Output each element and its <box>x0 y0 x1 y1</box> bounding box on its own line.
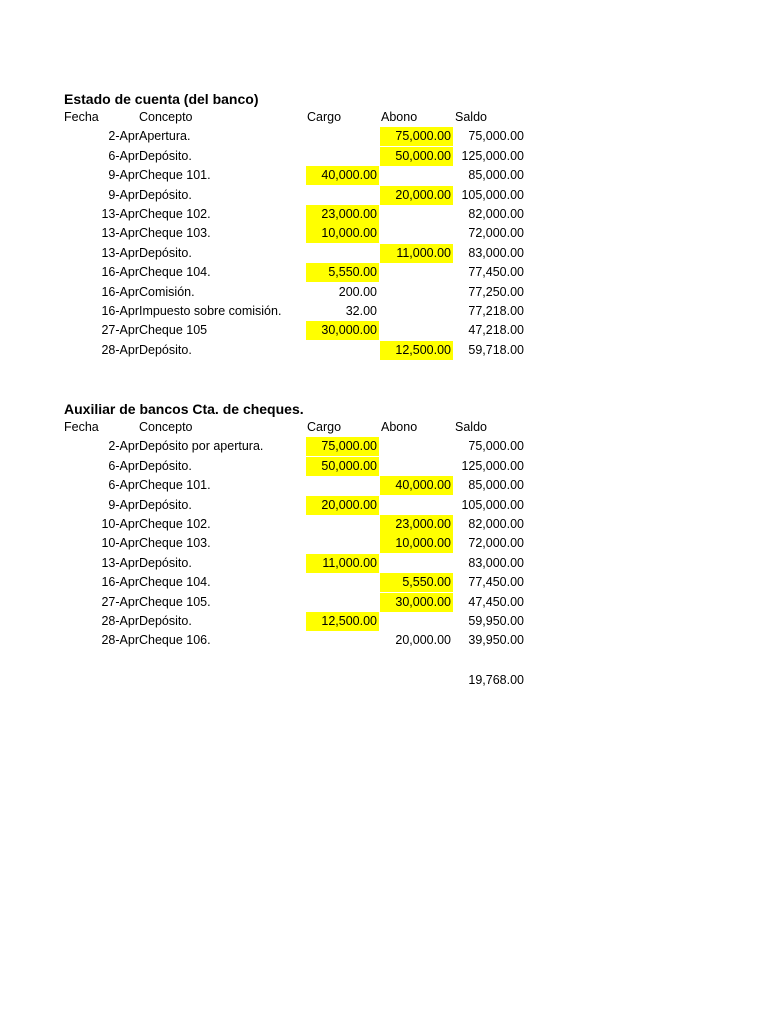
cell-abono <box>380 166 453 185</box>
cell-saldo: 59,718.00 <box>468 342 524 357</box>
cell-fecha: 10-Apr <box>101 536 139 551</box>
table-row <box>64 205 534 224</box>
header-concepto: Concepto <box>139 420 193 434</box>
header-concepto: Concepto <box>139 110 193 124</box>
cell-abono <box>380 205 453 224</box>
cell-cargo: 75,000.00 <box>306 437 379 456</box>
cell-fecha: 2-Apr <box>108 129 139 144</box>
cell-concepto: Comisión. <box>139 284 195 299</box>
cell-abono: 40,000.00 <box>380 476 453 495</box>
cell-cargo: 40,000.00 <box>306 166 379 185</box>
cell-cargo: 200.00 <box>338 284 377 299</box>
table-body <box>64 437 534 650</box>
cell-cargo <box>306 341 379 360</box>
cell-abono <box>380 437 453 456</box>
table-row <box>64 554 534 573</box>
cell-cargo: 50,000.00 <box>306 457 379 476</box>
cell-cargo: 12,500.00 <box>306 612 379 631</box>
cell-cargo: 20,000.00 <box>306 496 379 515</box>
cell-concepto: Depósito. <box>139 342 192 357</box>
cell-concepto: Apertura. <box>139 129 191 144</box>
cell-concepto: Cheque 105 <box>139 323 208 338</box>
table-row <box>64 127 534 146</box>
table-row <box>64 341 534 360</box>
cell-saldo: 72,000.00 <box>468 226 524 241</box>
cell-concepto: Cheque 104. <box>139 575 211 590</box>
cell-cargo: 11,000.00 <box>306 554 379 573</box>
cell-concepto: Depósito. <box>139 613 192 628</box>
table-row <box>64 283 534 302</box>
header-fecha: Fecha <box>64 420 99 434</box>
cell-abono <box>380 612 453 631</box>
cell-concepto: Cheque 106. <box>139 633 211 648</box>
bank-statement-table <box>64 108 534 360</box>
cell-abono <box>380 283 453 302</box>
cell-abono <box>380 302 453 321</box>
cell-fecha: 13-Apr <box>101 555 139 570</box>
cell-saldo: 85,000.00 <box>468 478 524 493</box>
cell-abono <box>380 224 453 243</box>
cell-cargo: 32.00 <box>345 303 377 318</box>
table-header <box>64 108 534 127</box>
cell-saldo: 85,000.00 <box>468 168 524 183</box>
cell-cargo <box>306 631 379 650</box>
cell-saldo: 83,000.00 <box>468 245 524 260</box>
table-row <box>64 147 534 166</box>
cell-fecha: 16-Apr <box>101 575 139 590</box>
table-row <box>64 302 534 321</box>
cell-fecha: 2-Apr <box>108 439 139 454</box>
table-row <box>64 263 534 282</box>
cell-cargo <box>306 534 379 553</box>
cell-fecha: 27-Apr <box>101 594 139 609</box>
cell-fecha: 10-Apr <box>101 516 139 531</box>
cell-saldo: 82,000.00 <box>468 516 524 531</box>
cell-fecha: 13-Apr <box>101 245 139 260</box>
cell-fecha: 16-Apr <box>101 284 139 299</box>
cell-concepto: Depósito. <box>139 245 192 260</box>
cell-saldo: 75,000.00 <box>468 439 524 454</box>
cell-abono: 20,000.00 <box>395 633 451 648</box>
cell-fecha: 16-Apr <box>101 265 139 280</box>
header-cargo: Cargo <box>307 110 342 124</box>
cell-saldo: 47,218.00 <box>468 323 524 338</box>
cell-abono: 30,000.00 <box>380 593 453 612</box>
cell-saldo: 72,000.00 <box>468 536 524 551</box>
cell-fecha: 28-Apr <box>101 633 139 648</box>
cell-saldo: 77,450.00 <box>468 265 524 280</box>
cell-cargo <box>306 515 379 534</box>
cell-fecha: 9-Apr <box>108 168 139 183</box>
cell-abono: 11,000.00 <box>380 244 453 263</box>
cell-abono: 23,000.00 <box>380 515 453 534</box>
cell-abono: 12,500.00 <box>380 341 453 360</box>
cell-saldo: 77,450.00 <box>468 575 524 590</box>
cell-saldo: 83,000.00 <box>468 555 524 570</box>
cell-concepto: Cheque 103. <box>139 226 211 241</box>
header-abono: Abono <box>381 420 418 434</box>
header-saldo: Saldo <box>455 420 487 434</box>
cell-fecha: 16-Apr <box>101 303 139 318</box>
cell-concepto: Depósito. <box>139 555 192 570</box>
cell-cargo: 5,550.00 <box>306 263 379 282</box>
table-row <box>64 573 534 592</box>
cell-abono: 50,000.00 <box>380 147 453 166</box>
cell-concepto: Depósito. <box>139 148 192 163</box>
cell-concepto: Cheque 102. <box>139 206 211 221</box>
cell-abono <box>380 554 453 573</box>
table-row <box>64 457 534 476</box>
cell-cargo: 23,000.00 <box>306 205 379 224</box>
cell-saldo: 105,000.00 <box>461 497 524 512</box>
cell-cargo <box>306 593 379 612</box>
cell-abono: 75,000.00 <box>380 127 453 146</box>
cell-fecha: 6-Apr <box>108 478 139 493</box>
cell-fecha: 28-Apr <box>101 613 139 628</box>
cell-abono <box>380 457 453 476</box>
section1-title: Estado de cuenta (del banco) <box>64 91 259 107</box>
header-abono: Abono <box>381 110 418 124</box>
cell-saldo: 75,000.00 <box>468 129 524 144</box>
cell-cargo <box>306 476 379 495</box>
cell-fecha: 27-Apr <box>101 323 139 338</box>
table-body <box>64 127 534 360</box>
table-row <box>64 593 534 612</box>
cell-abono <box>380 263 453 282</box>
table-row <box>64 476 534 495</box>
cell-concepto: Cheque 105. <box>139 594 211 609</box>
header-cargo: Cargo <box>307 420 342 434</box>
cell-fecha: 9-Apr <box>108 187 139 202</box>
cell-saldo: 125,000.00 <box>461 458 524 473</box>
cell-fecha: 9-Apr <box>108 497 139 512</box>
bank-ledger-table <box>64 418 534 651</box>
table-row <box>64 534 534 553</box>
cell-fecha: 13-Apr <box>101 206 139 221</box>
cell-concepto: Depósito por apertura. <box>139 439 264 454</box>
header-saldo: Saldo <box>455 110 487 124</box>
cell-cargo: 30,000.00 <box>306 321 379 340</box>
cell-saldo: 59,950.00 <box>468 613 524 628</box>
cell-saldo: 77,250.00 <box>468 284 524 299</box>
cell-concepto: Cheque 101. <box>139 168 211 183</box>
cell-abono <box>380 321 453 340</box>
section2-title: Auxiliar de bancos Cta. de cheques. <box>64 401 304 417</box>
cell-cargo <box>306 186 379 205</box>
table-row <box>64 631 534 650</box>
cell-concepto: Cheque 103. <box>139 536 211 551</box>
cell-cargo <box>306 127 379 146</box>
difference-total: 19,768.00 <box>468 673 524 687</box>
cell-fecha: 28-Apr <box>101 342 139 357</box>
cell-fecha: 6-Apr <box>108 148 139 163</box>
cell-concepto: Cheque 101. <box>139 478 211 493</box>
table-row <box>64 166 534 185</box>
cell-concepto: Cheque 102. <box>139 516 211 531</box>
cell-concepto: Cheque 104. <box>139 265 211 280</box>
table-row <box>64 496 534 515</box>
cell-fecha: 6-Apr <box>108 458 139 473</box>
cell-concepto: Depósito. <box>139 458 192 473</box>
cell-fecha: 13-Apr <box>101 226 139 241</box>
cell-cargo <box>306 573 379 592</box>
cell-cargo <box>306 147 379 166</box>
cell-saldo: 125,000.00 <box>461 148 524 163</box>
cell-saldo: 47,450.00 <box>468 594 524 609</box>
cell-cargo: 10,000.00 <box>306 224 379 243</box>
cell-saldo: 105,000.00 <box>461 187 524 202</box>
cell-abono: 10,000.00 <box>380 534 453 553</box>
cell-saldo: 39,950.00 <box>468 633 524 648</box>
table-row <box>64 612 534 631</box>
table-row <box>64 437 534 456</box>
cell-abono: 20,000.00 <box>380 186 453 205</box>
cell-concepto: Depósito. <box>139 187 192 202</box>
cell-saldo: 82,000.00 <box>468 206 524 221</box>
table-row <box>64 515 534 534</box>
table-row <box>64 224 534 243</box>
cell-saldo: 77,218.00 <box>468 303 524 318</box>
table-row <box>64 186 534 205</box>
cell-cargo <box>306 244 379 263</box>
cell-concepto: Depósito. <box>139 497 192 512</box>
header-fecha: Fecha <box>64 110 99 124</box>
cell-concepto: Impuesto sobre comisión. <box>139 303 282 318</box>
table-row <box>64 244 534 263</box>
table-header <box>64 418 534 437</box>
cell-abono <box>380 496 453 515</box>
cell-abono: 5,550.00 <box>380 573 453 592</box>
table-row <box>64 321 534 340</box>
